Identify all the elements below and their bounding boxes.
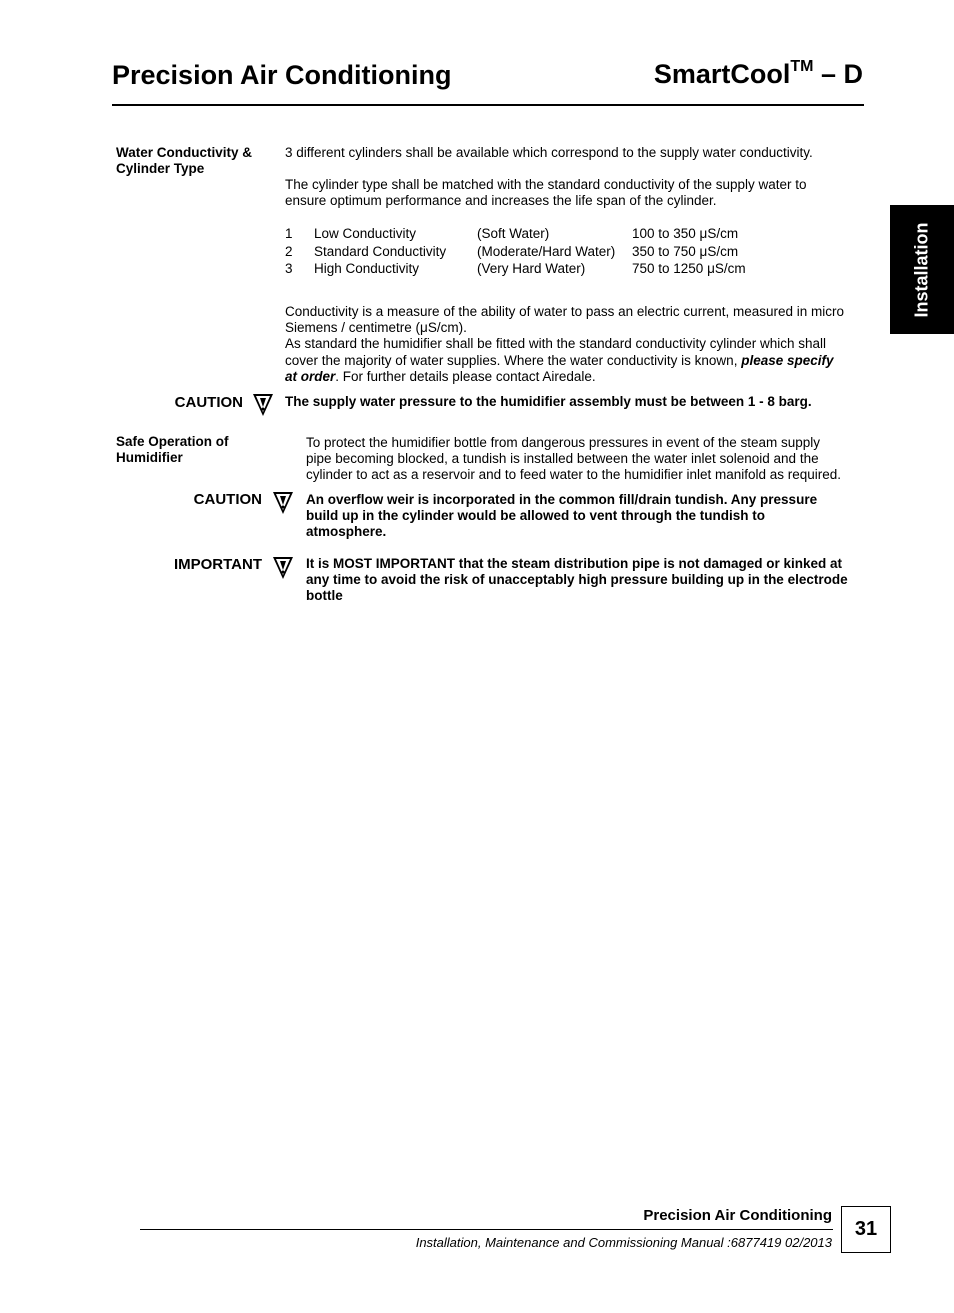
caution-line: build up in the cylinder would be allowed to vent through the tundish to — [306, 508, 765, 524]
important-label: IMPORTANT — [173, 556, 262, 573]
important-line: bottle — [306, 588, 343, 604]
section-label-safe-operation — [116, 434, 229, 466]
water-type: (Soft Water) — [477, 226, 550, 241]
caution-label: CAUTION — [174, 394, 243, 411]
conductivity-type: High Conductivity — [314, 261, 420, 276]
row-number: 1 — [285, 226, 293, 241]
paragraph-line: pipe becoming blocked, a tundish is installed between the water inlet solenoid and the — [306, 451, 819, 467]
row-number: 2 — [285, 244, 293, 259]
footer-divider — [140, 1229, 833, 1230]
warning-triangle-icon — [272, 556, 294, 580]
text-run: . For further details please contact Airedale. — [335, 368, 596, 384]
caution-text — [306, 492, 817, 541]
emphasis-text: please specify — [741, 352, 834, 368]
section-label-line: Safe Operation of — [116, 434, 229, 449]
cylinder-intro-paragraph: 3 different cylinders shall be available which correspond to the supply water conductivity. — [285, 145, 813, 160]
page-header-title: Precision Air Conditioning — [112, 60, 452, 90]
conductivity-type: Low Conductivity — [314, 226, 417, 241]
side-tab-label: Installation — [911, 221, 932, 318]
paragraph-line: To protect the humidifier bottle from dangerous pressures in event of the steam supply — [306, 435, 821, 450]
warning-triangle-icon — [272, 491, 294, 515]
paragraph-line: cylinder to act as a reservoir and to feed water to the humidifier inlet manifold as required. — [306, 467, 842, 483]
page-header-product — [654, 58, 863, 90]
paragraph-line — [285, 353, 844, 369]
section-label-line: Cylinder Type — [116, 161, 205, 176]
footer-title: Precision Air Conditioning — [643, 1207, 832, 1224]
water-type: (Moderate/Hard Water) — [477, 244, 616, 259]
product-name: SmartCool — [653, 59, 791, 89]
warning-triangle-icon — [252, 393, 274, 417]
conductivity-range: 100 to 350 μS/cm — [632, 226, 739, 241]
row-number: 3 — [285, 261, 293, 276]
caution-line: atmosphere. — [306, 524, 387, 540]
caution-label: CAUTION — [193, 491, 262, 508]
caution-text: The supply water pressure to the humidifier assembly must be between 1 - 8 barg. — [285, 394, 812, 409]
conductivity-range: 750 to 1250 μS/cm — [632, 261, 746, 276]
paragraph-line: As standard the humidifier shall be fitted with the standard conductivity cylinder which shall — [285, 336, 827, 352]
emphasis-text: at order — [285, 368, 336, 384]
page-number: 31 — [841, 1206, 891, 1253]
text-run: cover the majority of water supplies. Where the water conductivity is known, — [285, 352, 742, 368]
paragraph-line: ensure optimum performance and increases the life span of the cylinder. — [285, 193, 717, 209]
safe-operation-paragraph — [306, 435, 841, 484]
conductivity-type: Standard Conductivity — [314, 244, 447, 259]
section-label-line: Humidifier — [116, 450, 183, 465]
conductivity-explanation-paragraph — [285, 304, 844, 385]
important-line: It is MOST IMPORTANT that the steam distribution pipe is not damaged or kinked at — [306, 556, 843, 571]
water-type: (Very Hard Water) — [477, 261, 586, 276]
paragraph-line — [285, 369, 844, 385]
paragraph-line: Siemens / centimetre (μS/cm). — [285, 320, 467, 336]
caution-line: An overflow weir is incorporated in the common fill/drain tundish. Any pressure — [306, 492, 818, 507]
section-side-tab — [890, 205, 954, 334]
footer-manual-reference: Installation, Maintenance and Commissioning Manual :6877419 02/2013 — [415, 1235, 832, 1250]
section-label-line: Water Conductivity & — [116, 145, 253, 160]
section-label-water-conductivity — [116, 145, 252, 177]
paragraph-line: Conductivity is a measure of the ability of water to pass an electric current, measured in micro — [285, 304, 844, 319]
header-divider — [112, 104, 864, 106]
paragraph-line: The cylinder type shall be matched with the standard conductivity of the supply water to — [285, 177, 807, 192]
trademark-mark: TM — [790, 58, 814, 75]
important-text — [306, 556, 848, 605]
product-suffix: – D — [813, 59, 863, 89]
conductivity-range: 350 to 750 μS/cm — [632, 244, 739, 259]
important-line: any time to avoid the risk of unacceptably high pressure building up in the electrode — [306, 572, 848, 588]
cylinder-matching-paragraph — [285, 177, 807, 209]
